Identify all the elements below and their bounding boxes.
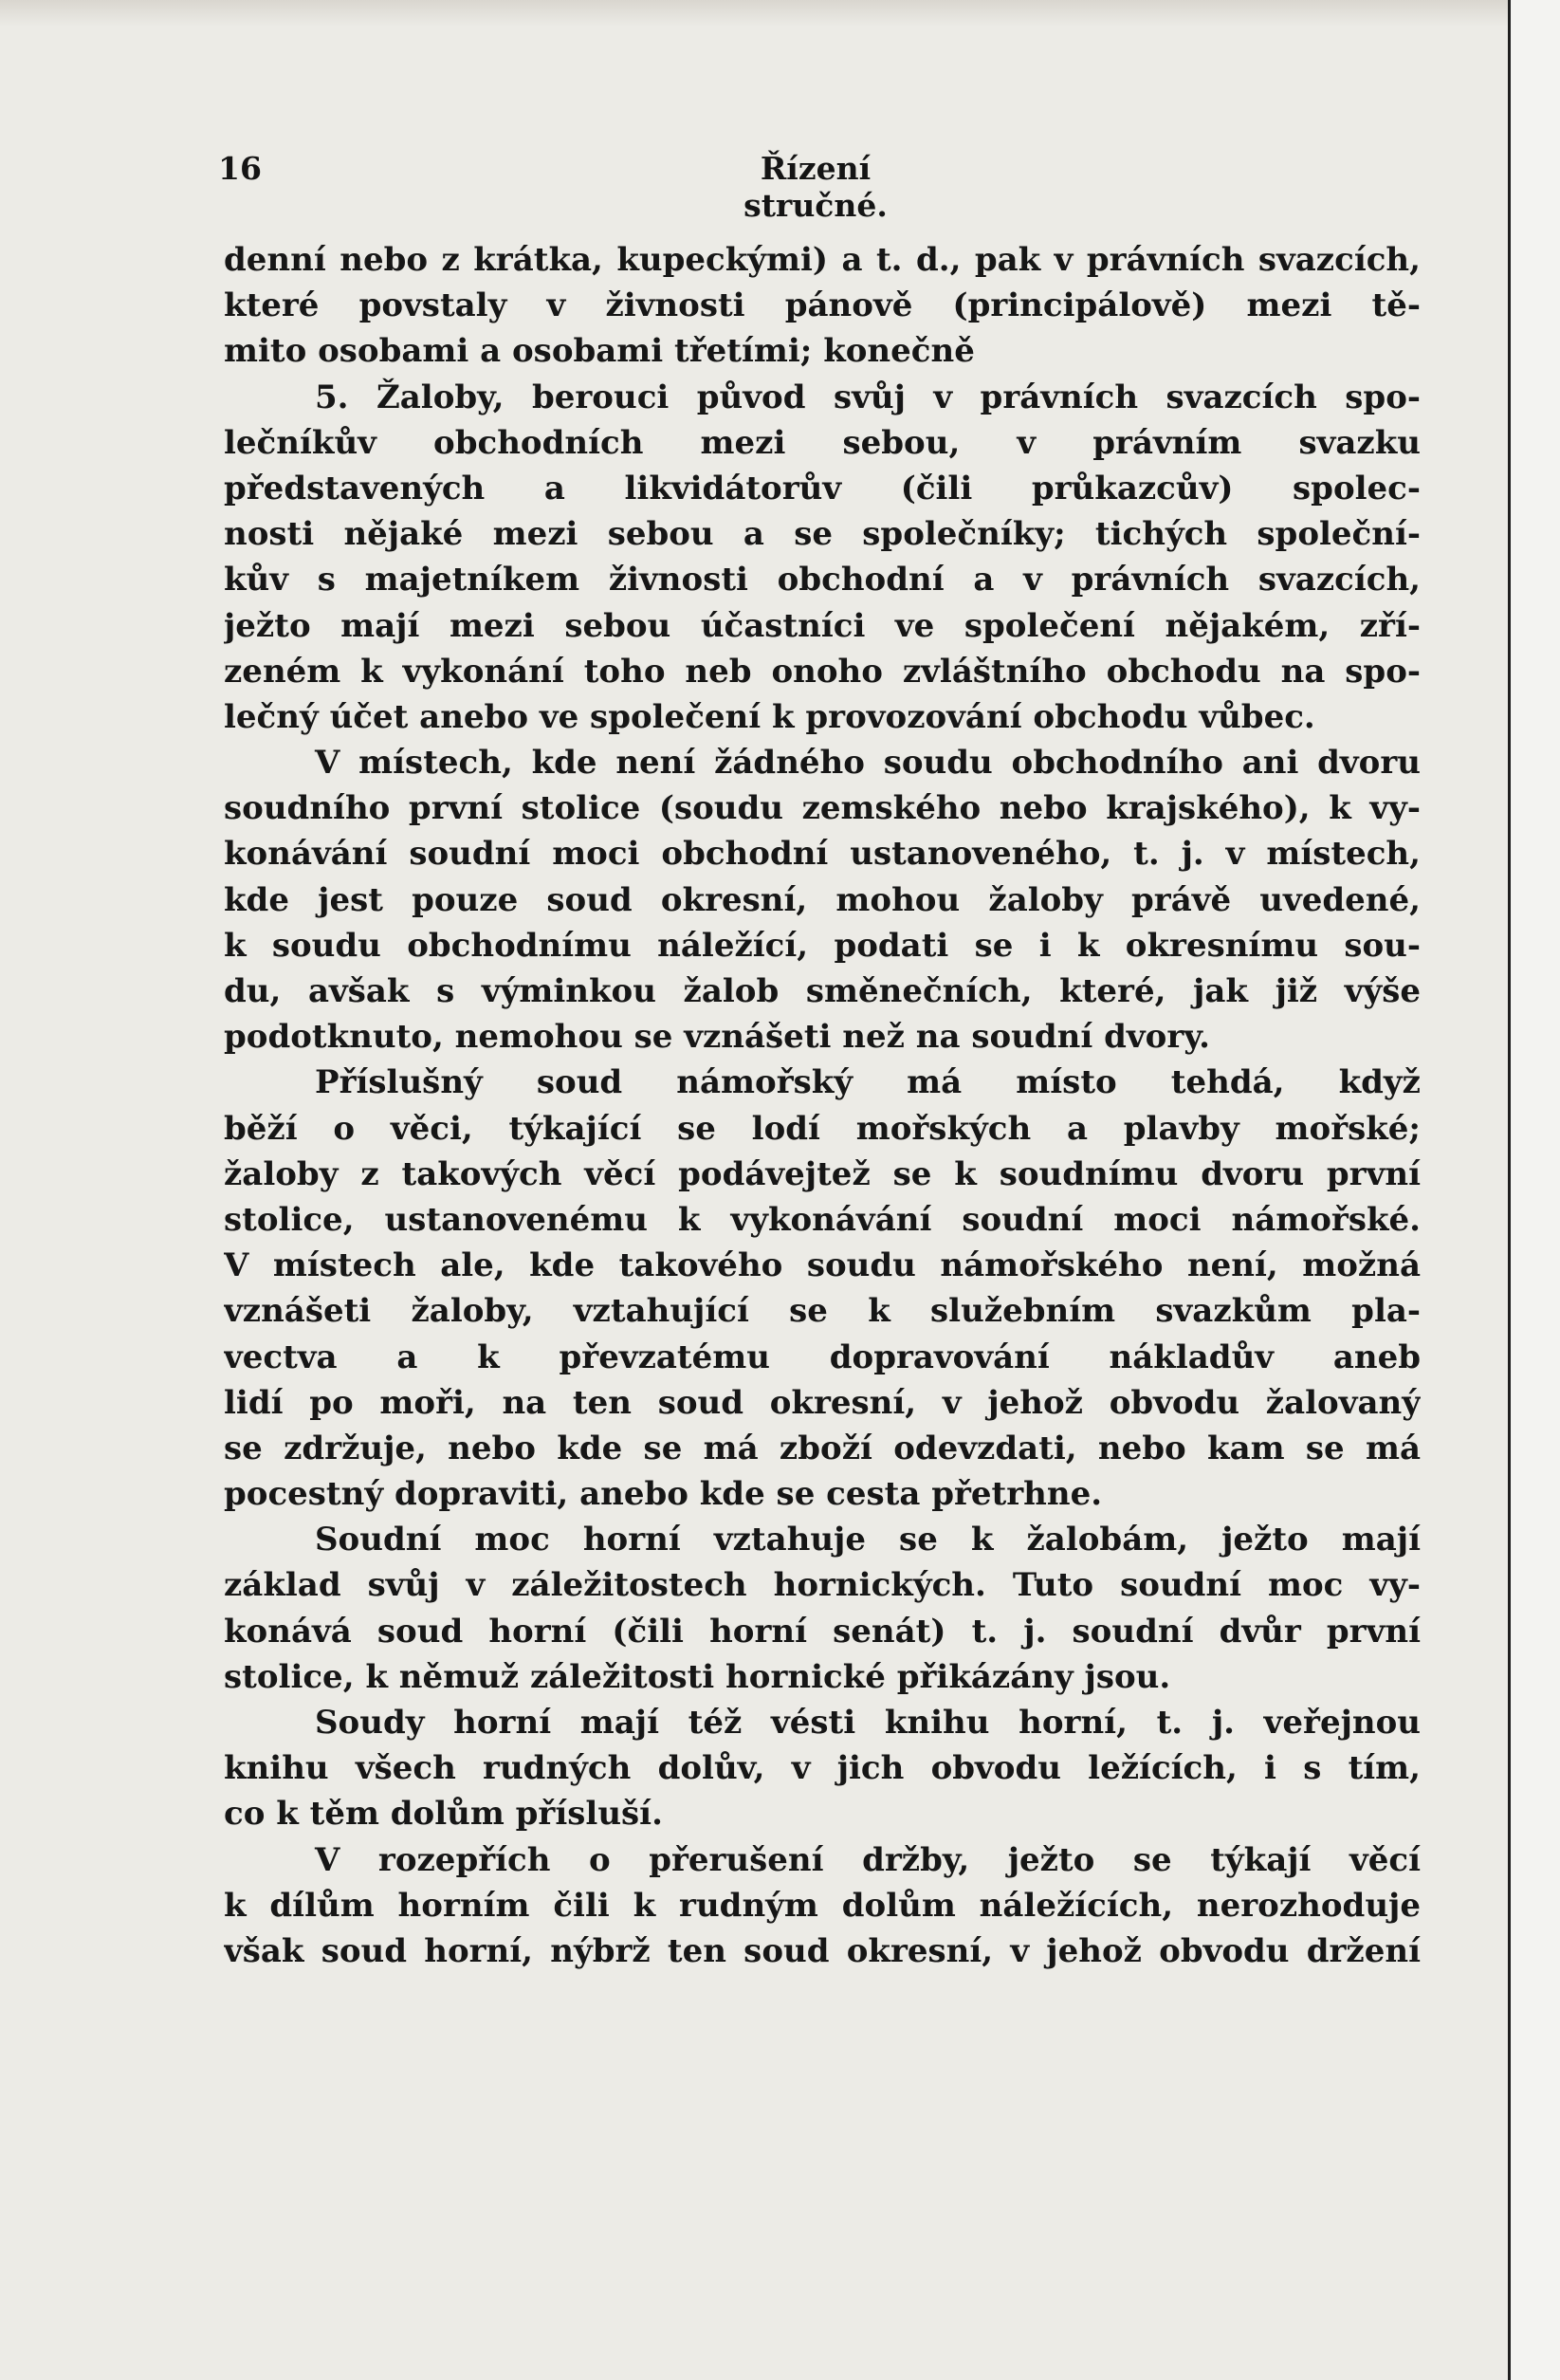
text-line: Soudy horní mají též vésti knihu horní, t. j. veřejnou — [315, 1704, 1421, 1742]
text-line: podotknuto, nemohou se vznášeti než na soudní dvory. — [224, 1018, 1210, 1057]
text-line: lečníkův obchodních mezi sebou, v právním svazku — [224, 423, 1421, 462]
text-line: základ svůj v záležitostech hornických. Tuto soudní moc vy- — [224, 1566, 1421, 1605]
text-line: k dílům horním čili k rudným dolům náležících, nerozhoduje — [224, 1886, 1421, 1925]
text-line: vectva a k převzatému dopravování nákladův aneb — [224, 1338, 1421, 1376]
text-line: které povstaly v živnosti pánově (principálově) mezi tě- — [224, 286, 1421, 325]
text-line: soudního první stolice (soudu zemského nebo krajského), k vy- — [224, 789, 1421, 828]
text-line: vznášeti žaloby, vztahující se k služebním svazkům pla- — [224, 1292, 1421, 1331]
page-shadow — [0, 0, 1560, 27]
text-line: nosti nějaké mezi sebou a se společníky; tichých společní- — [224, 515, 1421, 554]
text-line: knihu všech rudných dolův, v jich obvodu ležících, i s tím, — [224, 1749, 1421, 1788]
text-line: lidí po moři, na ten soud okresní, v jehož obvodu žalovaný — [224, 1383, 1421, 1422]
text-line: kde jest pouze soud okresní, mohou žaloby právě uvedené, — [224, 880, 1421, 919]
text-line: Příslušný soud námořský má místo tehdá, když — [315, 1063, 1421, 1102]
text-line: ježto mají mezi sebou účastníci ve společení nějakém, zří- — [224, 606, 1421, 645]
text-line: k soudu obchodnímu náležící, podati se i k okresnímu sou- — [224, 926, 1421, 965]
text-line: lečný účet anebo ve společení k provozování obchodu vůbec. — [224, 697, 1315, 736]
text-line: Soudní moc horní vztahuje se k žalobám, ježto mají — [315, 1521, 1421, 1559]
body-text — [224, 237, 1421, 1974]
text-line: pocestný dopraviti, anebo kde se cesta přetrhne. — [224, 1475, 1103, 1514]
page-edge — [1508, 0, 1560, 2380]
text-line: kův s majetníkem živnosti obchodní a v právních svazcích, — [224, 561, 1421, 600]
text-line: co k těm dolům přísluší. — [224, 1795, 663, 1834]
text-line: denní nebo z krátka, kupeckými) a t. d., pak v právních svazcích, — [224, 241, 1421, 279]
running-head: Řízení stručné. — [743, 150, 888, 224]
text-line: V místech ale, kde takového soudu námořského není, možná — [224, 1246, 1421, 1285]
text-line: V rozepřích o přerušení držby, ježto se týkají věcí — [315, 1840, 1421, 1879]
text-line: žaloby z takových věcí podávejtež se k soudnímu dvoru první — [224, 1154, 1421, 1193]
page-header — [218, 142, 1404, 224]
text-line: konávání soudní moci obchodní ustanoveného, t. j. v místech, — [224, 835, 1421, 874]
text-line: mito osobami a osobami třetími; konečně — [224, 332, 975, 371]
text-line: zeném k vykonání toho neb onoho zvláštního obchodu na spo- — [224, 652, 1421, 691]
text-line: však soud horní, nýbrž ten soud okresní, v jehož obvodu držení — [224, 1931, 1421, 1970]
text-line: du, avšak s výminkou žalob směnečních, které, jak již výše — [224, 972, 1421, 1010]
text-line: se zdržuje, nebo kde se má zboží odevzdati, nebo kam se má — [224, 1429, 1421, 1467]
text-line: konává soud horní (čili horní senát) t. j. soudní dvůr první — [224, 1612, 1421, 1651]
text-line: stolice, k němuž záležitosti hornické přikázány jsou. — [224, 1657, 1171, 1696]
text-line: V místech, kde není žádného soudu obchodního ani dvoru — [315, 744, 1421, 783]
text-line: stolice, ustanovenému k vykonávání soudní moci námořské. — [224, 1200, 1421, 1239]
text-line: představených a likvidátorův (čili průkazcův) spolec- — [224, 469, 1421, 507]
text-line: 5. Žaloby, berouci původ svůj v právních svazcích spo- — [315, 378, 1421, 416]
page-number: 16 — [218, 150, 262, 187]
text-line: běží o věci, týkající se lodí mořských a plavby mořské; — [224, 1109, 1421, 1148]
